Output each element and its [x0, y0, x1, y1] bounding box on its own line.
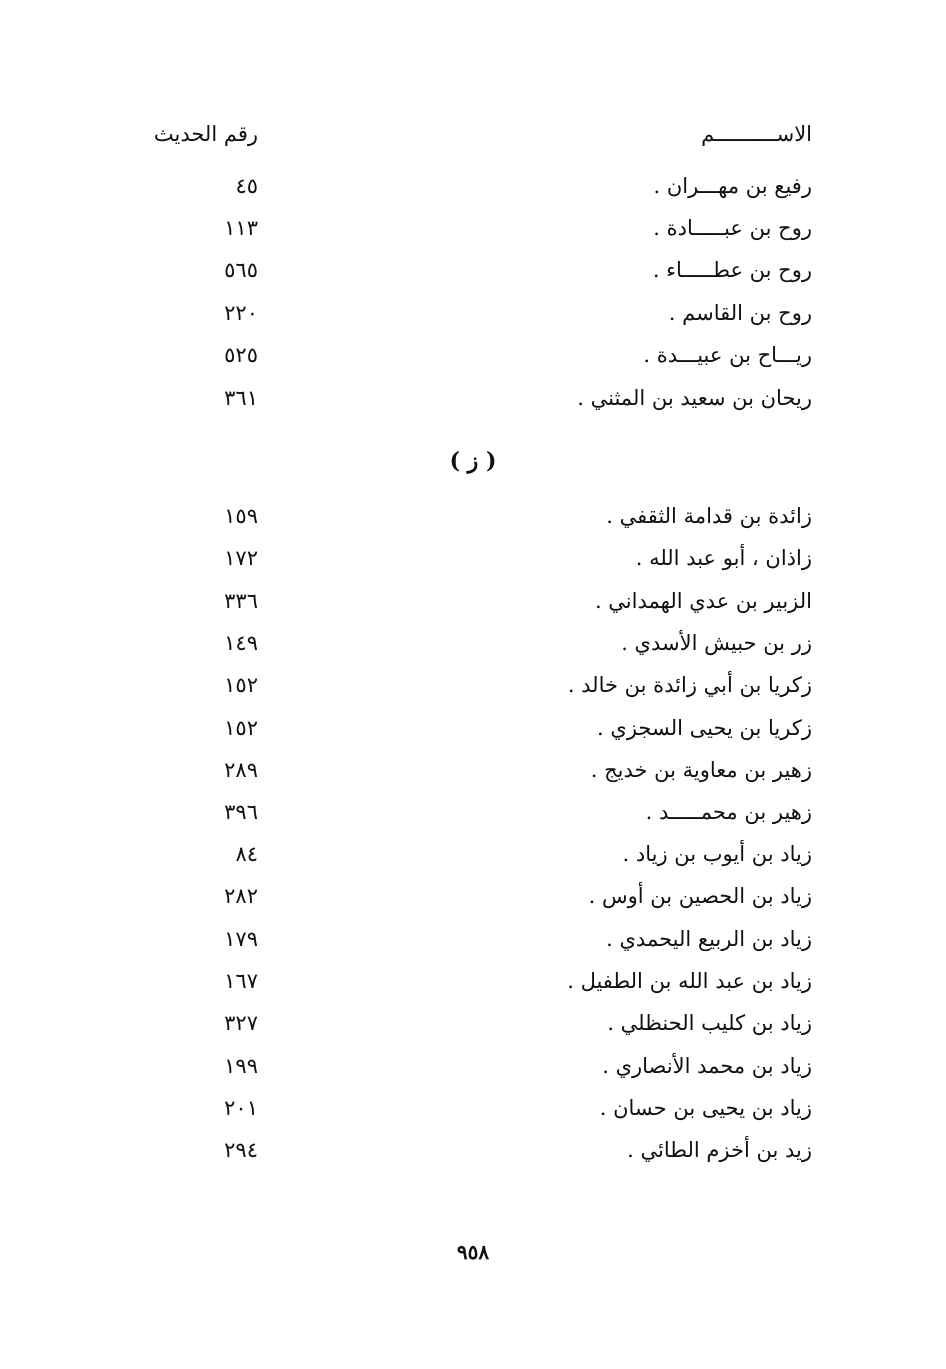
hadith-number: ١٧٩: [224, 927, 258, 951]
hadith-number: ٥٦٥: [224, 258, 258, 282]
narrator-name: زياد بن عبد الله بن الطفيل .: [567, 969, 812, 993]
hadith-number: ٣٦١: [224, 386, 258, 410]
list-item: [140, 623, 812, 663]
list-item: [140, 335, 812, 375]
hadith-number: ٣٩٦: [224, 800, 258, 824]
hadith-number: ١٥٢: [224, 716, 258, 740]
hadith-number: ١١٣: [224, 216, 258, 240]
hadith-number: ١٩٩: [224, 1054, 258, 1078]
narrator-name: زكريا بن أبي زائدة بن خالد .: [567, 673, 812, 697]
list-item: [140, 792, 812, 832]
list-item: [140, 708, 812, 748]
list-item: [140, 293, 812, 333]
list-item: [140, 581, 812, 621]
list-item: [140, 876, 812, 916]
narrator-name: زر بن حبيش الأسدي .: [621, 631, 812, 655]
hadith-number: ٥٢٥: [224, 343, 258, 367]
hadith-number: ٢٩٤: [224, 1138, 258, 1162]
list-item: [140, 1088, 812, 1128]
hadith-number: ١٥٩: [224, 504, 258, 528]
list-item: [140, 665, 812, 705]
list-item: [140, 1003, 812, 1043]
narrator-name: زياد بن الحصين بن أوس .: [588, 884, 812, 908]
list-item: [140, 1130, 812, 1170]
list-item: [140, 750, 812, 790]
hadith-number: ٨٤: [235, 842, 258, 866]
hadith-number: ١٦٧: [224, 969, 258, 993]
narrator-name: ريحان بن سعيد بن المثني .: [577, 386, 812, 410]
hadith-number: ٢٨٩: [224, 758, 258, 782]
list-item: [140, 961, 812, 1001]
list-item: [140, 208, 812, 248]
hadith-number: ١٧٢: [224, 546, 258, 570]
hadith-number: ١٥٢: [224, 673, 258, 697]
narrator-name: زيد بن أخزم الطائي .: [627, 1138, 812, 1162]
narrator-name: زياد بن الربيع اليحمدي .: [606, 927, 812, 951]
list-item: [140, 919, 812, 959]
hadith-number: ٣٢٧: [224, 1011, 258, 1035]
narrator-name: زياد بن يحيى بن حسان .: [599, 1096, 812, 1120]
narrator-name: روح بن القاسم .: [668, 301, 812, 325]
list-item: [140, 496, 812, 536]
narrator-name: زياد بن محمد الأنصاري .: [602, 1054, 812, 1078]
list-item: [140, 378, 812, 418]
narrator-name: زائدة بن قدامة الثقفي .: [606, 504, 812, 528]
list-item: [140, 538, 812, 578]
list-item: [140, 1046, 812, 1086]
narrator-name: روح بن عطـــــاء .: [652, 258, 812, 282]
narrator-name: زكريا بن يحيى السجزي .: [597, 716, 812, 740]
narrator-name: رفيع بن مهـــران .: [653, 174, 812, 198]
hadith-number: ٢٨٢: [224, 884, 258, 908]
narrator-name: روح بن عبـــــادة .: [653, 216, 812, 240]
hadith-number: ١٤٩: [224, 631, 258, 655]
hadith-number-column-header: رقم الحديث: [153, 122, 258, 146]
hadith-number: ٢٠١: [224, 1096, 258, 1120]
hadith-number: ٢٢٠: [224, 301, 258, 325]
narrator-name: زياد بن أيوب بن زياد .: [622, 842, 812, 866]
narrator-name: زهير بن معاوية بن خديج .: [590, 758, 812, 782]
narrator-name: الزبير بن عدي الهمداني .: [594, 589, 812, 613]
hadith-number: ٣٣٦: [224, 589, 258, 613]
list-item: [140, 166, 812, 206]
page-number: ٩٥٨: [456, 1240, 490, 1264]
list-item: [140, 834, 812, 874]
narrator-name: زياد بن كليب الحنظلي .: [607, 1011, 812, 1035]
narrator-name: ريـــاح بن عبيـــدة .: [643, 343, 812, 367]
narrator-name: زهير بن محمـــــد .: [645, 800, 812, 824]
section-heading-zay: ( ز ): [449, 448, 497, 474]
hadith-number: ٤٥: [235, 174, 258, 198]
table-header: [140, 122, 812, 162]
narrator-name: زاذان ، أبو عبد الله .: [635, 546, 812, 570]
list-item: [140, 250, 812, 290]
name-column-header: الاســــــــــم: [701, 122, 812, 146]
